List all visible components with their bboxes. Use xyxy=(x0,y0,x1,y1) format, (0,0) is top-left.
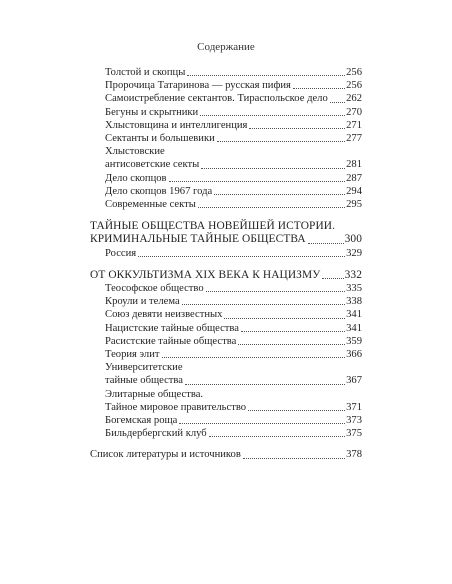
toc-entry: тайные общества 367 xyxy=(105,375,362,387)
toc-entry: Нацистские тайные общества 341 xyxy=(105,322,362,334)
toc-entry: Тайное мировое правительство 371 xyxy=(105,401,362,413)
toc-entry: Бегуны и скрытники 270 xyxy=(105,106,362,118)
toc-entry: Дело скопцов 287 xyxy=(105,172,362,184)
toc-entry: Теория элит 366 xyxy=(105,349,362,361)
toc-entry: Университетские xyxy=(105,362,183,374)
toc-entry: Союз девяти неизвестных 341 xyxy=(105,309,362,321)
toc-section-heading: КРИМИНАЛЬНЫЕ ТАЙНЫЕ ОБЩЕСТВА 300 xyxy=(90,233,362,246)
toc-entry: Самоистребление сектантов. Тираспольское дело 262 xyxy=(105,93,362,105)
toc-entry: Кроули и телема 338 xyxy=(105,296,362,308)
toc-entry: Богемская роща 373 xyxy=(105,415,362,427)
toc-entry: Дело скопцов 1967 года 294 xyxy=(105,185,362,197)
toc-entry: Россия 329 xyxy=(105,247,362,259)
toc-entry: Пророчица Татаринова — русская пифия 256 xyxy=(105,80,362,92)
toc-section-heading: ТАЙНЫЕ ОБЩЕСТВА НОВЕЙШЕЙ ИСТОРИИ. xyxy=(90,220,336,233)
toc-entry: Толстой и скопцы 256 xyxy=(105,67,362,78)
table-of-contents xyxy=(90,66,362,462)
toc-entry: Хлыстовские xyxy=(105,146,165,158)
toc-entry-bibliography: Список литературы и источников 378 xyxy=(90,449,362,461)
toc-entry: Расистские тайные общества 359 xyxy=(105,335,362,347)
toc-entry: Бильдербергский клуб 375 xyxy=(105,428,362,440)
toc-entry: антисоветские секты 281 xyxy=(105,159,362,171)
toc-section-heading: ОТ ОККУЛЬТИЗМА XIX ВЕКА К НАЦИЗМУ 332 xyxy=(90,268,362,281)
toc-entry: Теософское общество 335 xyxy=(105,283,362,295)
running-header: Содержание xyxy=(197,41,255,53)
toc-entry: Элитарные общества. xyxy=(105,388,204,400)
toc-entry: Хлыстовщина и интеллигенция 271 xyxy=(105,119,362,131)
toc-entry: Сектанты и большевики 277 xyxy=(105,133,362,145)
toc-entry: Современные секты 295 xyxy=(105,199,362,211)
